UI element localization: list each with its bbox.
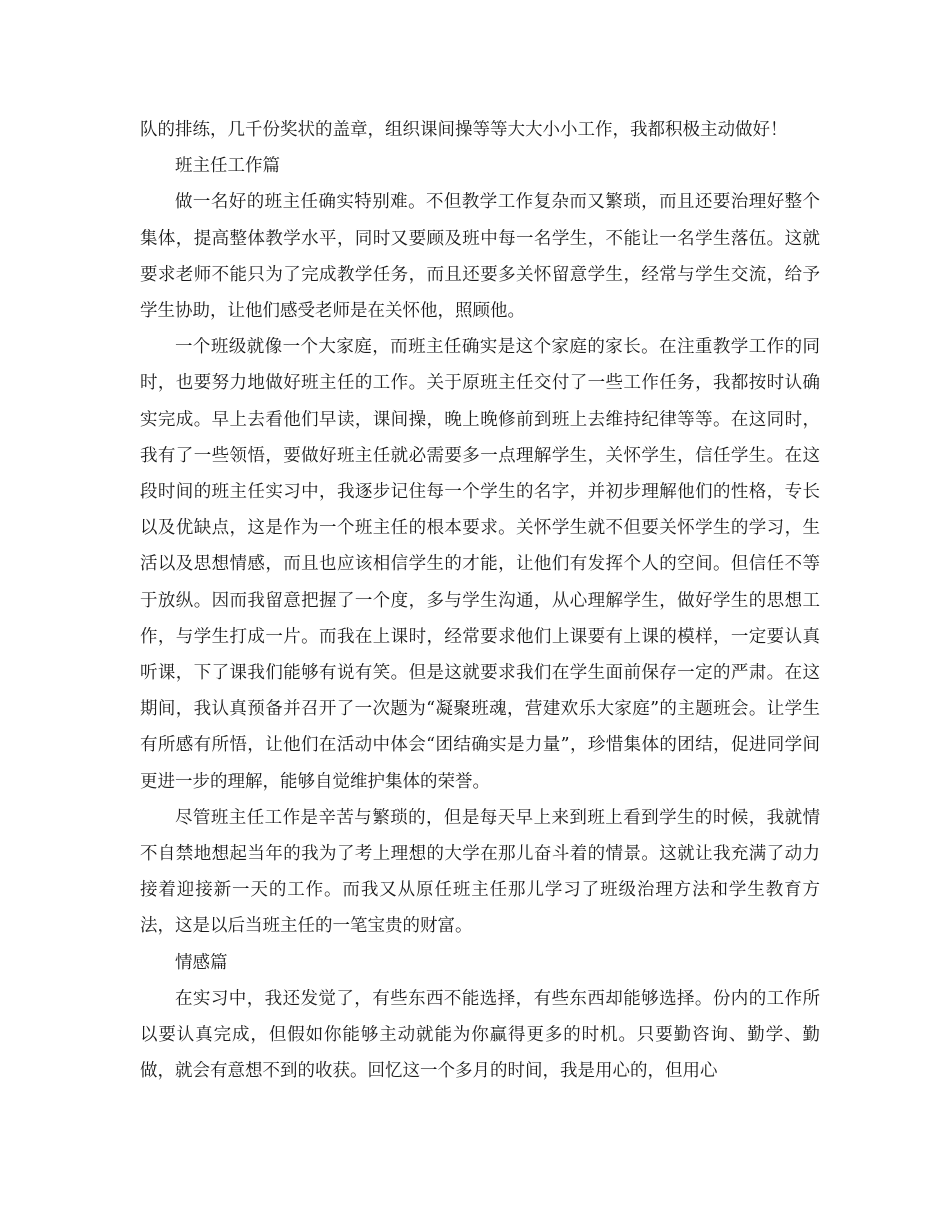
section-heading-class-teacher: 班主任工作篇 [175, 156, 280, 177]
paragraph: 一个班级就像一个大家庭，而班主任确实是这个家庭的家长。在注重教学工作的同时，也要努力地做好班主任的工作。关于原班主任交付了一些工作任务，我都按时认确实完成。早上去看他们早读，课间操，晚上晚修前到班上去维持纪律等等。在这同时，我有了一些领悟，要做好班主任就必需要多一点理解学生，关怀学生，信任学生。在这段时间的班主任实习中，我逐步记住每一个学生的名字，并初步理解他们的性格，专长以及优缺点，这是作为一个班主任的根本要求。关怀学生就不但要关怀学生的学习，生活以及思想情感，而且也应该相信学生的才能，让他们有发挥个人的空间。但信任不等于放纵。因而我留意把握了一个度，多与学生沟通，从心理解学生，做好学生的思想工作，与学生打成一片。而我在上课时，经常要求他们上课要有上课的模样，一定要认真听课，下了课我们能够有说有笑。但是这就要求我们在学生面前保存一定的严肃。在这期间，我认真预备并召开了一次题为“凝聚班魂，营建欢乐大家庭”的主题班会。让学生有所感有所悟，让他们在活动中体会“团结确实是力量”，珍惜集体的团结，促进同学间更进一步的理解，能够自觉维护集体的荣誉。 [140, 337, 820, 792]
paragraph-continuation: 队的排练，几千份奖状的盖章，组织课间操等等大大小小工作，我都积极主动做好！ [140, 120, 788, 140]
paragraph: 做一名好的班主任确实特别难。不但教学工作复杂而又繁琐，而且还要治理好整个集体，提高整体教学水平，同时又要顾及班中每一名学生，不能让一名学生落伍。这就要求老师不能只为了完成教学任务，而且还要多关怀留意学生，经常与学生交流，给予学生协助，让他们感受老师是在关怀他，照顾他。 [140, 192, 820, 322]
document-body [140, 112, 820, 1089]
paragraph: 尽管班主任工作是辛苦与繁琐的，但是每天早上来到班上看到学生的时候，我就情不自禁地想起当年的我为了考上理想的大学在那儿奋斗着的情景。这就让我充满了动力接着迎接新一天的工作。而我又从原任班主任那儿学习了班级治理方法和学生教育方法，这是以后当班主任的一笔宝贵的财富。 [140, 807, 820, 937]
section-heading-emotion: 情感篇 [175, 952, 228, 973]
paragraph: 在实习中，我还发觉了，有些东西不能选择，有些东西却能够选择。份内的工作所以要认真完成，但假如你能够主动就能为你赢得更多的时机。只要勤咨询、勤学、勤做，就会有意想不到的收获。回忆这一个多月的时间，我是用心的，但用心 [140, 988, 820, 1082]
